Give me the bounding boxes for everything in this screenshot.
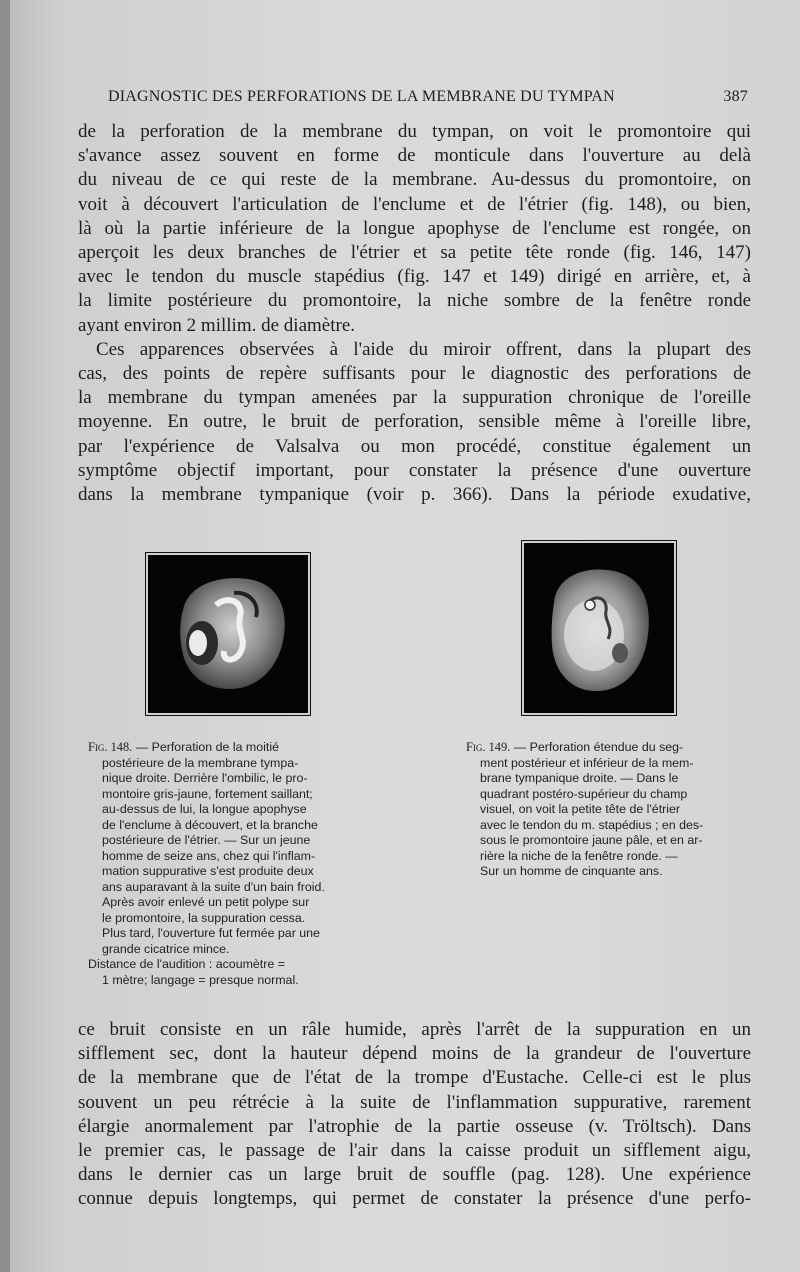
text-line: élargie anormalement par l'atrophie de la partie osseuse (v. Tröltsch). Dans [78,1115,751,1137]
paragraph-1 [78,120,751,338]
figure-149-image [522,541,676,715]
caption-line: le promontoire, la suppuration cessa. [102,910,306,925]
text-line: là où la partie inférieure de la longue apophyse de l'enclume est rongée, on [78,217,751,239]
text-line: s'avance assez souvent en forme de monticule dans l'ouverture au delà [78,145,751,167]
text-line: du niveau de ce qui reste de la membrane. Au-dessus du promontoire, on [78,169,751,191]
eardrum-illustration-149 [524,543,674,713]
caption-line: 1 mètre; langage = presque normal. [102,972,299,987]
caption-line: Plus tard, l'ouverture fut fermée par une [102,926,320,940]
text-line: la limite postérieure du promontoire, la niche sombre de la fenêtre ronde [78,290,751,312]
text-line: Ces apparences observées à l'aide du miroir offrent, dans la plupart des [96,338,751,360]
text-line: symptôme objectif important, pour constater la présence d'une ouverture [78,459,751,481]
caption-line: sous le promontoire jaune pâle, et en ar- [480,833,703,847]
caption-line: avec le tendon du m. stapédius ; en des- [480,817,704,832]
figure-149-label: Fig. 149. [466,740,511,754]
text-line: avec le tendon du muscle stapédius (fig. 147 et 149) dirigé en arrière, et, à [78,266,751,288]
caption-line: mation suppurative s'est produite deux [102,864,314,878]
text-line: dans le dernier cas un large bruit de souffle (pag. 128). Une expérience [78,1164,751,1186]
caption-148-body [88,756,363,958]
text-line: la membrane du tympan amenées par la suppuration chronique de l'oreille [78,387,751,409]
caption-line: Distance de l'audition : acoumètre = [88,957,285,971]
text-line: dans la membrane tympanique (voir p. 366). Dans la période exudative, [78,484,751,506]
text-line: le premier cas, le passage de l'air dans la caisse produit un sifflement aigu, [78,1140,751,1162]
text-line: moyenne. En outre, le bruit de perforation, sensible même à l'oreille libre, [78,411,751,433]
text-line: par l'expérience de Valsalva ou mon procédé, constitue également un [78,435,751,457]
audition-distance [88,957,363,988]
figure-148-caption [88,740,363,988]
caption-line: ment postérieur et inférieur de la mem- [480,755,694,770]
paragraph-2 [78,338,751,507]
text-line: ce bruit consiste en un râle humide, après l'arrêt de la suppuration en un [78,1019,751,1040]
caption-149-text [466,740,750,756]
caption-line: montoire gris-jaune, fortement saillant; [102,786,313,801]
caption-line: postérieure de l'étrier. — Sur un jeune [102,833,311,847]
page-number: 387 [723,88,748,105]
text-line: connue depuis longtemps, qui permet de constater la présence d'une perfo- [78,1188,751,1210]
body-text-bottom [78,1018,751,1212]
caption-149-body [466,756,750,880]
caption-line: au-dessus de lui, la longue apophyse [102,802,307,816]
caption-148-text [88,740,363,756]
caption-line: nique droite. Derrière l'ombilic, le pro- [102,771,308,785]
caption-line: visuel, on voit la petite tête de l'étrier [480,802,681,816]
figure-148-image [146,553,310,715]
text-line: ayant environ 2 millim. de diamètre. [78,314,356,336]
caption-line: Sur un homme de cinquante ans. [480,864,663,878]
text-line: voit à découvert l'articulation de l'enclume et de l'étrier (fig. 148), ou bien, [78,193,751,215]
running-header [108,88,748,106]
figure-149-caption [466,740,750,880]
caption-line: — Perforation de la moitié [135,740,279,754]
caption-line: homme de seize ans, chez qui l'inflam- [102,848,316,863]
caption-line: ans auparavant à la suite d'un bain froid. [102,879,325,894]
text-line: de la perforation de la membrane du tympan, on voit le promontoire qui [78,121,751,142]
caption-line: postérieure de la membrane tympa- [102,755,299,770]
text-line: souvent un peu rétrécie à la suite de l'inflammation suppurative, rarement [78,1091,751,1113]
caption-line: — Perforation étendue du seg- [513,740,684,754]
text-line: aperçoit les deux branches de l'étrier et sa petite tête ronde (fig. 146, 147) [78,242,751,264]
text-line: cas, des points de repère suffisants pour le diagnostic des perforations de [78,363,751,385]
caption-line: quadrant postéro-supérieur du champ [480,786,688,801]
text-line: de la membrane que de l'état de la trompe d'Eustache. Celle-ci est le plus [78,1067,751,1089]
running-title: DIAGNOSTIC DES PERFORATIONS DE LA MEMBRANE DU TYMPAN [108,88,615,105]
eardrum-illustration-148 [148,555,308,713]
caption-line: Après avoir enlevé un petit polype sur [102,895,310,909]
figure-148-label: Fig. 148. [88,740,133,754]
caption-line: brane tympanique droite. — Dans le [480,771,679,785]
body-text-top [78,120,751,507]
caption-line: de l'enclume à découvert, et la branche [102,817,318,832]
text-line: sifflement sec, dont la hauteur dépend moins de la grandeur de l'ouverture [78,1043,751,1065]
caption-line: grande cicatrice mince. [102,941,230,956]
caption-line: rière la niche de la fenêtre ronde. — [480,848,678,863]
